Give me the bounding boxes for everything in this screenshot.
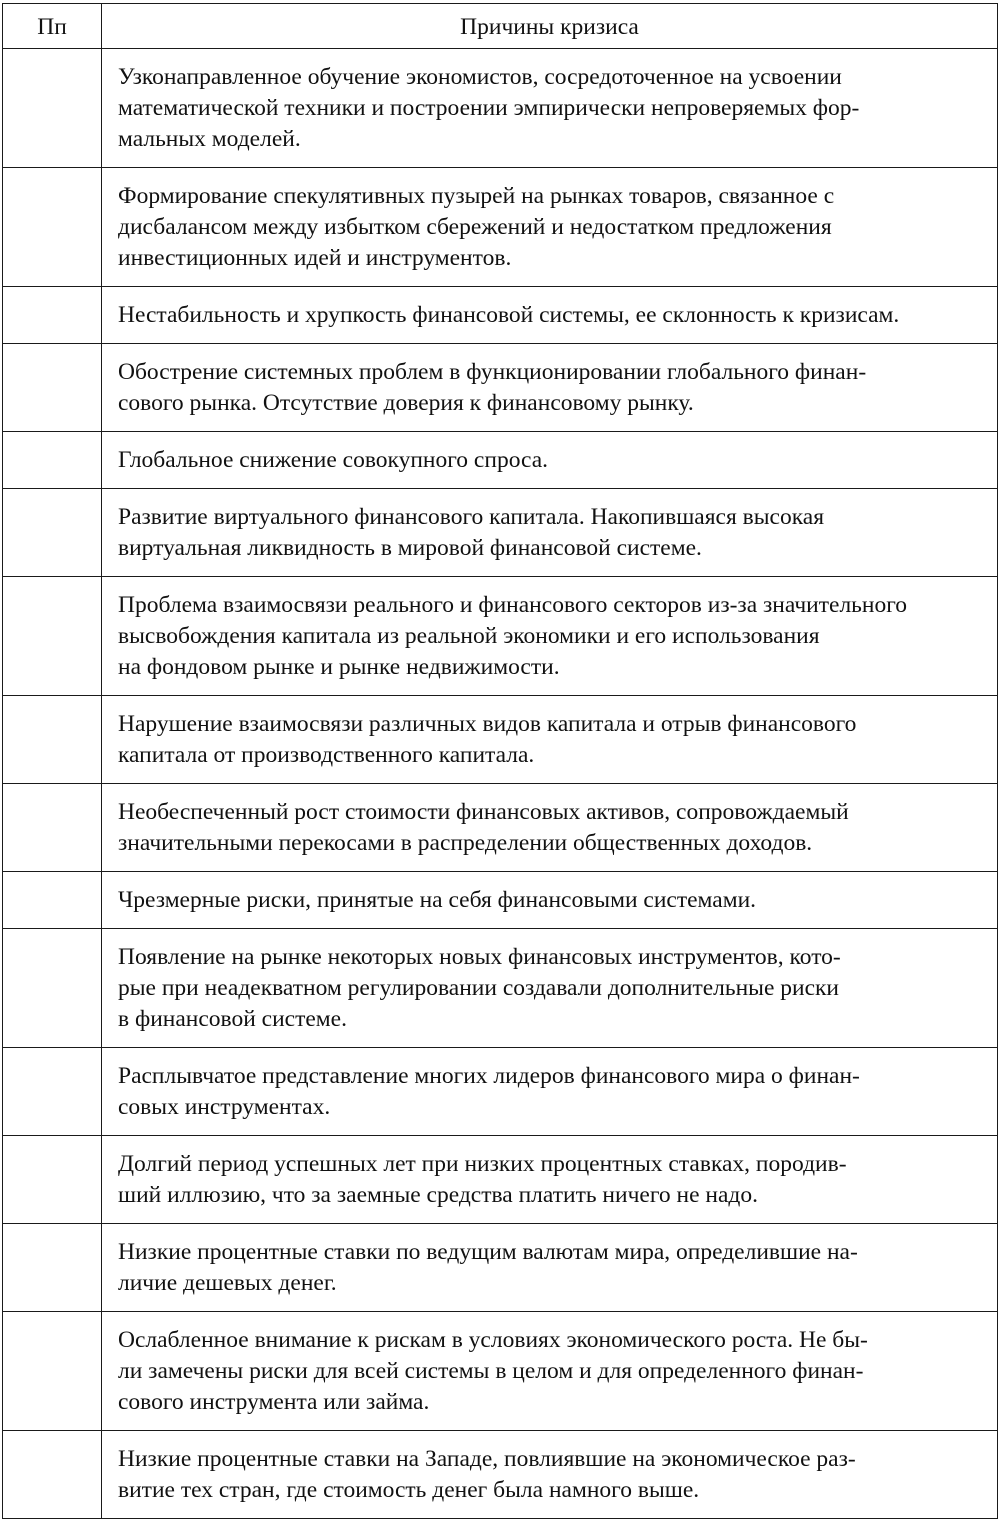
- cause-text-line: Узконаправленное обучение экономистов, сосредоточенное на усвоении: [118, 64, 842, 90]
- cause-text-line: дисбалансом между избытком сбережений и недостатком предложения: [118, 214, 832, 240]
- table-row: [3, 577, 998, 696]
- row-number-cell: [3, 1136, 102, 1224]
- table-row: [3, 344, 998, 432]
- cause-text-line: Глобальное снижение совокупного спроса.: [118, 447, 549, 473]
- table-body: [3, 49, 998, 1519]
- row-number-cell: [3, 432, 102, 489]
- row-number-cell: [3, 929, 102, 1048]
- table-row: [3, 696, 998, 784]
- cause-text-line: Необеспеченный рост стоимости финансовых активов, сопровождаемый: [118, 799, 849, 825]
- cause-text-line: Формирование спекулятивных пузырей на рынках товаров, связанное с: [118, 183, 835, 209]
- cause-text-line: высвобождения капитала из реальной экономики и его использования: [118, 623, 820, 649]
- table-row: [3, 432, 998, 489]
- cause-text-line: сового рынка. Отсутствие доверия к финансовому рынку.: [118, 390, 694, 416]
- row-cause-cell: [102, 1136, 998, 1224]
- cause-text-line: совых инструментах.: [118, 1094, 331, 1120]
- cause-text-line: Нарушение взаимосвязи различных видов капитала и отрыв финансового: [118, 711, 857, 737]
- row-cause-cell: [102, 432, 998, 489]
- row-cause-cell: [102, 1431, 998, 1519]
- cause-text-line: значительными перекосами в распределении общественных доходов.: [118, 830, 813, 856]
- row-cause-cell: [102, 872, 998, 929]
- row-number-cell: [3, 168, 102, 287]
- row-number-cell: [3, 872, 102, 929]
- cause-text-line: виртуальная ликвидность в мировой финансовой системе.: [118, 535, 702, 561]
- row-number-cell: [3, 1431, 102, 1519]
- cause-text-line: на фондовом рынке и рынке недвижимости.: [118, 654, 560, 680]
- row-cause-cell: [102, 49, 998, 168]
- cause-text-line: инвестиционных идей и инструментов.: [118, 245, 512, 271]
- cause-text-line: личие дешевых денег.: [118, 1270, 337, 1296]
- row-number-cell: [3, 489, 102, 577]
- cause-text-line: Нестабильность и хрупкость финансовой системы, ее склонность к кризисам.: [118, 302, 900, 328]
- table-row: [3, 1312, 998, 1431]
- cause-text-line: Появление на рынке некоторых новых финансовых инструментов, кото-: [118, 944, 841, 970]
- cause-text-line: капитала от производственного капитала.: [118, 742, 535, 768]
- table-row: [3, 489, 998, 577]
- row-number-cell: [3, 696, 102, 784]
- cause-text-line: рые при неадекватном регулировании создавали дополнительные риски: [118, 975, 840, 1001]
- table-row: [3, 287, 998, 344]
- table-row: [3, 1431, 998, 1519]
- crisis-causes-table: [2, 3, 998, 1519]
- row-number-cell: [3, 1312, 102, 1431]
- cause-text-line: математической техники и построении эмпирически непроверяемых фор-: [118, 95, 860, 121]
- table-header-row: [3, 4, 998, 49]
- row-cause-cell: [102, 1312, 998, 1431]
- cause-text-line: Чрезмерные риски, принятые на себя финансовыми системами.: [118, 887, 757, 913]
- header-number: Пп: [3, 4, 102, 49]
- table-row: [3, 784, 998, 872]
- cause-text-line: Проблема взаимосвязи реального и финансового секторов из-за значительного: [118, 592, 908, 618]
- table-row: [3, 1048, 998, 1136]
- row-cause-cell: [102, 344, 998, 432]
- table-row: [3, 49, 998, 168]
- cause-text-line: мальных моделей.: [118, 126, 301, 152]
- row-number-cell: [3, 577, 102, 696]
- cause-text-line: Ослабленное внимание к рискам в условиях экономического роста. Не бы-: [118, 1327, 868, 1353]
- row-number-cell: [3, 287, 102, 344]
- table-row: [3, 1224, 998, 1312]
- table-row: [3, 872, 998, 929]
- cause-text-line: витие тех стран, где стоимость денег была намного выше.: [118, 1477, 700, 1503]
- row-number-cell: [3, 1224, 102, 1312]
- cause-text-line: сового инструмента или займа.: [118, 1389, 430, 1415]
- cause-text-line: Низкие процентные ставки на Западе, повлиявшие на экономическое раз-: [118, 1446, 856, 1472]
- cause-text-line: Низкие процентные ставки по ведущим валютам мира, определившие на-: [118, 1239, 858, 1265]
- header-causes: Причины кризиса: [102, 4, 998, 49]
- row-cause-cell: [102, 784, 998, 872]
- row-cause-cell: [102, 1048, 998, 1136]
- row-cause-cell: [102, 696, 998, 784]
- table-row: [3, 929, 998, 1048]
- row-cause-cell: [102, 168, 998, 287]
- cause-text-line: ли замечены риски для всей системы в целом и для определенного финан-: [118, 1358, 864, 1384]
- cause-text-line: Расплывчатое представление многих лидеров финансового мира о финан-: [118, 1063, 860, 1089]
- row-cause-cell: [102, 929, 998, 1048]
- table-row: [3, 168, 998, 287]
- cause-text-line: ший иллюзию, что за заемные средства платить ничего не надо.: [118, 1182, 758, 1208]
- cause-text-line: Обострение системных проблем в функционировании глобального финан-: [118, 359, 867, 385]
- cause-text-line: Долгий период успешных лет при низких процентных ставках, породив-: [118, 1151, 847, 1177]
- row-number-cell: [3, 49, 102, 168]
- row-cause-cell: [102, 287, 998, 344]
- cause-text-line: в финансовой системе.: [118, 1006, 347, 1032]
- row-number-cell: [3, 784, 102, 872]
- row-cause-cell: [102, 1224, 998, 1312]
- cause-text-line: Развитие виртуального финансового капитала. Накопившаяся высокая: [118, 504, 825, 530]
- row-number-cell: [3, 1048, 102, 1136]
- table-row: [3, 1136, 998, 1224]
- row-cause-cell: [102, 577, 998, 696]
- row-cause-cell: [102, 489, 998, 577]
- row-number-cell: [3, 344, 102, 432]
